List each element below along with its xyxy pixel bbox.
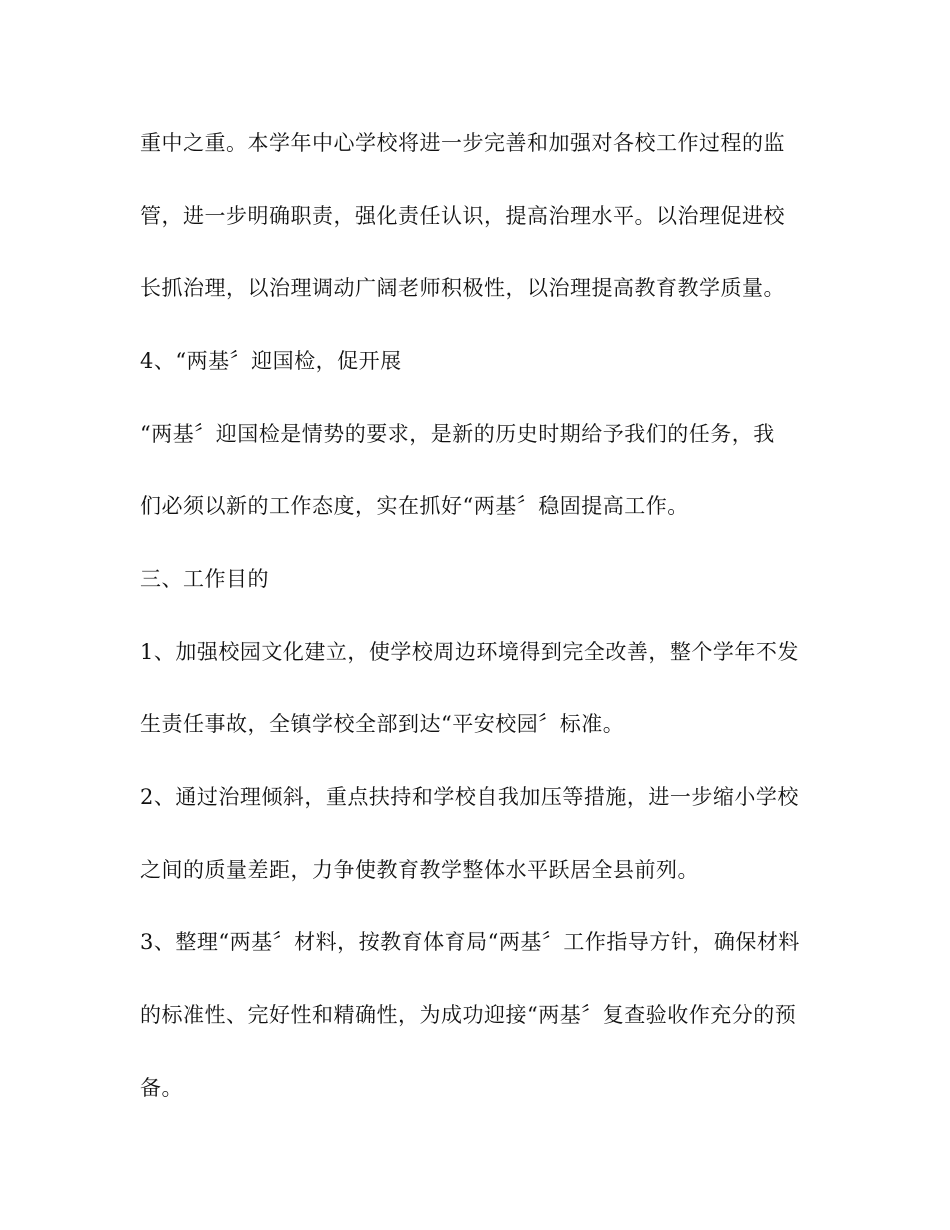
paragraph-line: 管，进一步明确职责，强化责任认识，提高治理水平。以治理促进校 bbox=[140, 204, 785, 228]
paragraph-line: 备。 bbox=[140, 1076, 183, 1100]
paragraph-line: 2、通过治理倾斜，重点扶持和学校自我加压等措施，进一步缩小学校 bbox=[140, 785, 799, 809]
paragraph-line: 们必须以新的工作态度，实在抓好“两基〞稳固提高工作。 bbox=[140, 494, 689, 518]
paragraph-line: 生责任事故，全镇学校全部到达“平安校园〞标准。 bbox=[140, 712, 625, 736]
paragraph-line: 1、加强校园文化建立，使学校周边环境得到完全改善，整个学年不发 bbox=[140, 640, 799, 664]
paragraph-line: 3、整理“两基〞材料，按教育体育局“两基〞工作指导方针，确保材料 bbox=[140, 930, 800, 954]
paragraph-line: “两基〞迎国检是情势的要求，是新的历史时期给予我们的任务，我 bbox=[140, 422, 775, 446]
paragraph-line: 的标准性、完好性和精确性，为成功迎接“两基〞复查验收作充分的预 bbox=[140, 1003, 797, 1027]
section-heading: 三、工作目的 bbox=[140, 567, 269, 591]
paragraph-line: 长抓治理，以治理调动广阔老师积极性，以治理提高教育教学质量。 bbox=[140, 276, 785, 300]
paragraph-line: 重中之重。本学年中心学校将进一步完善和加强对各校工作过程的监 bbox=[140, 131, 785, 155]
section-heading: 4、“两基〞迎国检，促开展 bbox=[140, 349, 402, 373]
paragraph-line: 之间的质量差距，力争使教育教学整体水平跃居全县前列。 bbox=[140, 858, 699, 882]
